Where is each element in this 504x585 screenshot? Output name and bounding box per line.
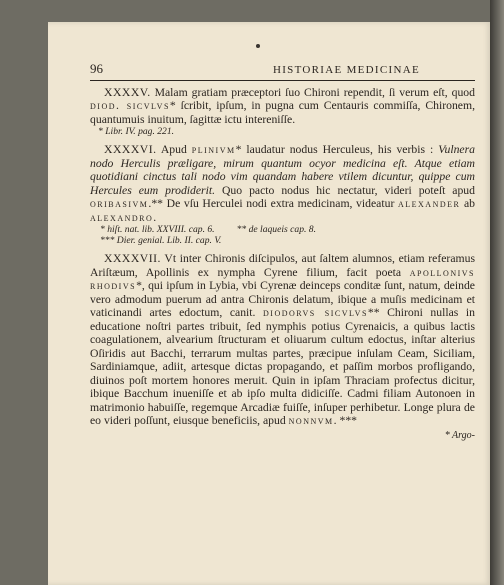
section-number: XXXXV. <box>104 85 151 99</box>
running-title: HISTORIAE MEDICINAE <box>272 64 420 76</box>
author-name: diodorvs sicvlvs <box>263 306 368 319</box>
section-45: XXXXV. Malam gratiam præceptori ſuo Chironi rependit, ſi verum eſt, quod diod. sicvlvs* ſcribit, ipſum, in pugna cum Centauris commiſſa, Chironem, quantumuis inuitum, ſagittæ ictu intereniſſe. <box>90 85 475 126</box>
author-name: alexander <box>397 197 461 210</box>
footnote: *** Dier. genial. Lib. II. cap. V. <box>100 235 222 246</box>
running-header <box>90 62 475 81</box>
page-number: 96 <box>90 61 103 76</box>
author-name: oribasivm <box>90 197 149 210</box>
catchword: * Argo- <box>444 429 475 441</box>
author-name: diod. sicvlvs <box>90 99 170 112</box>
section-number: XXXXVI. <box>104 143 157 156</box>
ink-dot <box>256 44 260 48</box>
section-47: XXXXVII. Vt inter Chironis diſcipulos, aut ſaltem alumnos, etiam referamus Ariſtæum, Apollinis ex nympha Cyrene filium, facit poeta apollonivs rhodivs*, qui ipſum in Lybia, vbi Cyrenæ deinceps conditæ ſunt, natum, deinde vero admodum puerum ad antra Chironis delatum, ibique a muſis medicinam et vaticinandi artes edoctum, canit. diodorvs sicvlvs** Chironi nullas in educatione noſtri partes tribuit, ſed nymphis potius Cyrenaicis, a quibus lactis coagulationem, alvearium ſtructuram et oliuarum cultum edoctus, inſtar alterius Oſiridis aut Bacchi, terrarum multas partes, præcipue inſulam Ceam, Siciliam, Sardiniamque, adiit, artesque dictas propagando, et paſſim morbos profligando, diuinos poſt mortem honores meruit. Quin in ipſam Thraciam profectus dicitur, ibique Bacchum inueniſſe et ab ipſo multa didiciſſe. Cadmi filiam Autonoen in matrimonio habuiſſe, regemque Arcadiæ fuiſſe, inſuper perhibetur. Longe plura de eo videri poſſunt, eiusque beneficiis, apud nonnvm. *** <box>90 252 475 427</box>
page-text <box>90 62 475 442</box>
footnote: * hiſt. nat. lib. XXVIII. cap. 6. ** de laqueis cap. 8. <box>100 224 316 235</box>
author-name: apollonivs rhodivs <box>90 265 475 292</box>
author-name: plinivm <box>191 143 236 156</box>
footnote: * Libr. IV. pag. 221. <box>98 126 175 137</box>
author-name: nonnvm <box>288 414 334 427</box>
quotation: Vulnera nodo Herculis præligare, mirum quantum ocyor medicina eſt. Atque etiam quotidiani cinctus tali nodo vim quandam habere vtilem dicuntur, quippe cum Hercules eum prodiderit. <box>90 143 475 197</box>
author-name: alexandro <box>90 210 154 224</box>
book-fore-edge <box>490 0 504 585</box>
section-46: XXXXVI. Apud plinivm* laudatur nodus Herculeus, his verbis : Vulnera nodo Herculis præligare, mirum quantum ocyor medicina eſt. Atque etiam quotidiani cinctus tali nodo vim quandam habere vtilem dicuntur, quippe cum Hercules eum prodiderit. Quo pacto nodus hic nectatur, videri poteſt apud oribasivm.** De vſu Herculei nodi extra medicinam, videatur alexander ab alexandro. <box>90 143 475 224</box>
section-number: XXXXVII. <box>104 252 161 265</box>
